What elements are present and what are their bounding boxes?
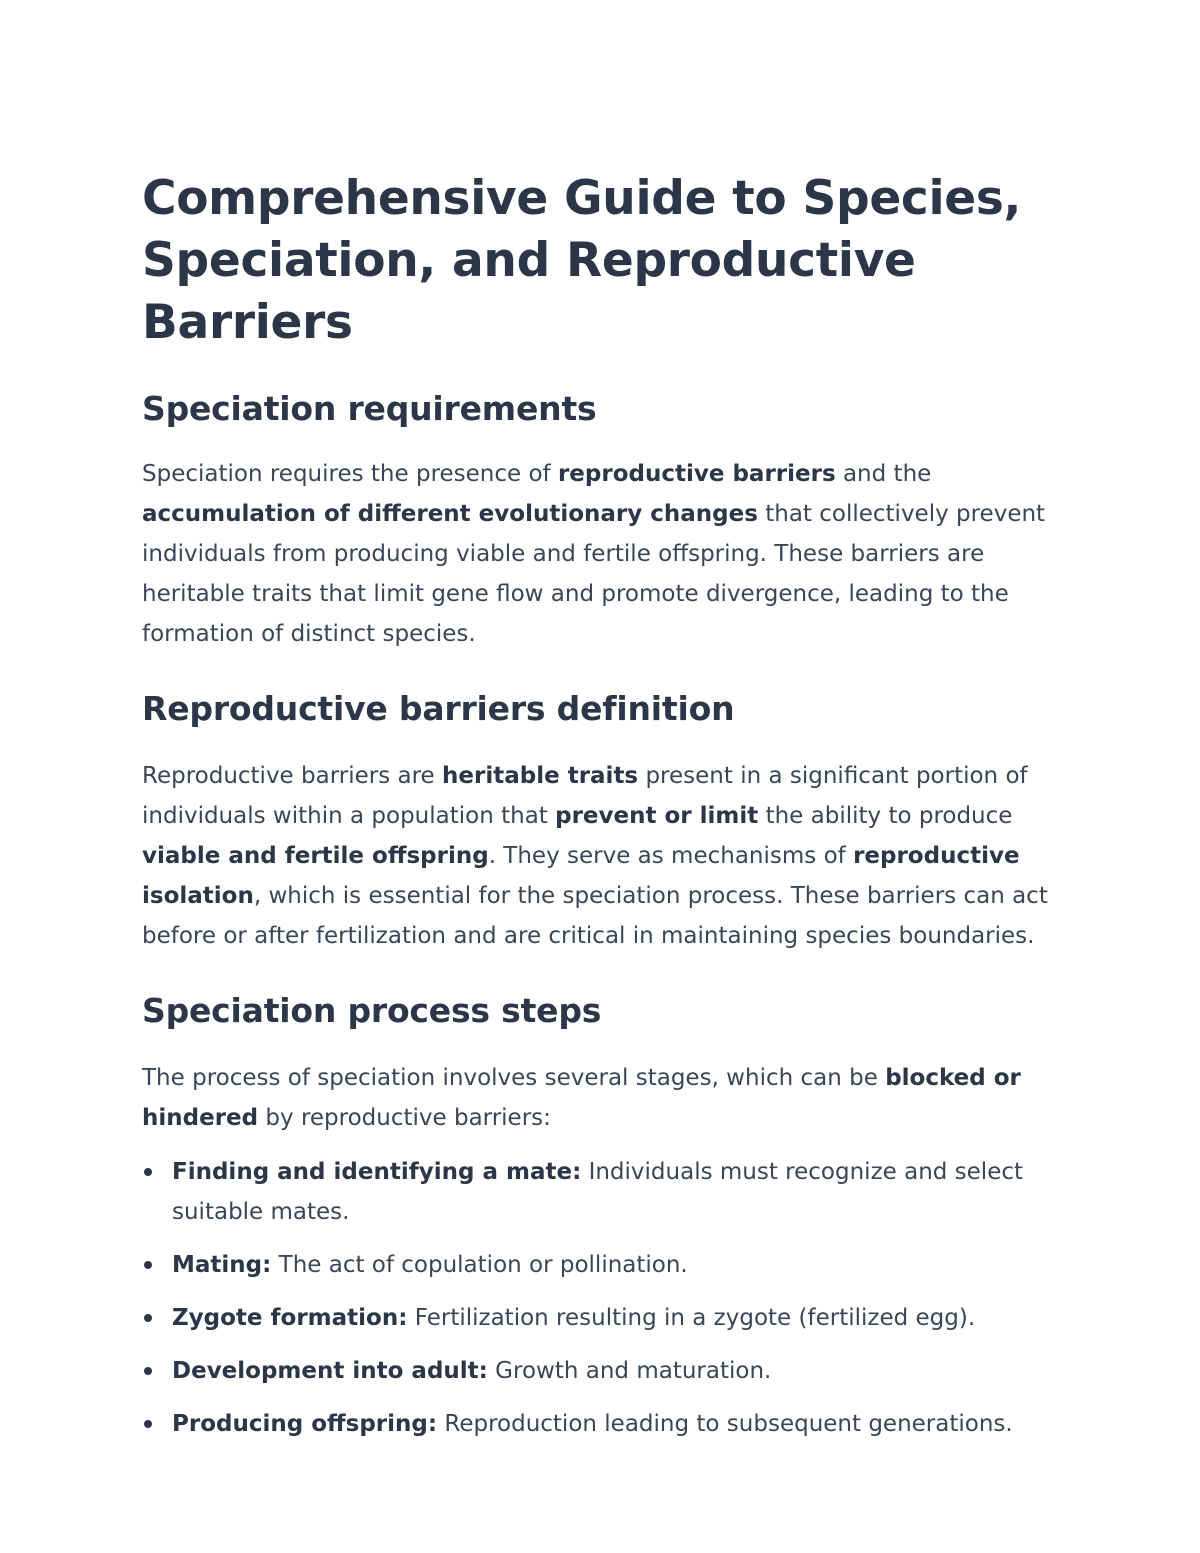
- list-item-text: Fertilization resulting in a zygote (fertilized egg).: [407, 1305, 976, 1331]
- list-item: [142, 1404, 1062, 1444]
- text-run: The process of speciation involves several stages, which can be: [142, 1065, 886, 1091]
- text-run: by reproductive barriers:: [258, 1105, 551, 1131]
- bullet-icon: [144, 1314, 152, 1322]
- text-run: present in a significant portion of individuals within a population that: [142, 763, 1028, 829]
- bold-term: accumulation of different evolutionary changes: [142, 501, 758, 527]
- bold-term: reproductive barriers: [557, 461, 836, 487]
- document-page: [142, 168, 1062, 1457]
- bold-term: prevent or limit: [555, 803, 759, 829]
- paragraph-speciation-process-steps: [142, 1058, 1062, 1138]
- text-run: and the: [835, 461, 932, 487]
- paragraph-speciation-requirements: [142, 454, 1062, 654]
- speciation-steps-list: [142, 1152, 1062, 1444]
- document-title: Comprehensive Guide to Species, Speciation, and Reproductive Barriers: [142, 171, 1022, 350]
- text-run: Reproductive barriers are: [142, 763, 443, 789]
- bullet-icon: [144, 1367, 152, 1375]
- list-item: [142, 1245, 1062, 1285]
- bold-term: viable and fertile offspring: [142, 843, 489, 869]
- bullet-icon: [144, 1420, 152, 1428]
- list-item-term: Development into adult:: [172, 1358, 488, 1384]
- list-item-term: Zygote formation:: [172, 1305, 408, 1331]
- text-run: Speciation requires the presence of: [142, 461, 558, 487]
- heading-speciation-process-steps: Speciation process steps: [142, 991, 602, 1030]
- list-item: [142, 1298, 1062, 1338]
- text-run: that collectively prevent individuals from producing viable and fertile offspring. These barriers are heritable traits that limit gene flow and promote divergence, leading to the formation of distinct species.: [142, 501, 1046, 647]
- list-item-text: Individuals must recognize and select suitable mates.: [172, 1159, 1024, 1225]
- list-item-text: Reproduction leading to subsequent generations.: [437, 1411, 1013, 1437]
- text-run: . They serve as mechanisms of: [488, 843, 854, 869]
- bullet-icon: [144, 1168, 152, 1176]
- bold-term: blocked or hindered: [142, 1065, 1021, 1131]
- heading-speciation-requirements: Speciation requirements: [142, 389, 597, 428]
- list-item-text: Growth and maturation.: [487, 1358, 772, 1384]
- list-item-term: Producing offspring:: [172, 1411, 438, 1437]
- list-item-text: The act of copulation or pollination.: [271, 1252, 688, 1278]
- list-item: [142, 1351, 1062, 1391]
- text-run: , which is essential for the speciation process. These barriers can act before or after fertilization and are critical in maintaining species boundaries.: [142, 883, 1048, 949]
- list-item-term: Mating:: [172, 1252, 272, 1278]
- bold-term: reproductive isolation: [142, 843, 1020, 909]
- bold-term: heritable traits: [442, 763, 639, 789]
- bullet-icon: [144, 1261, 152, 1269]
- list-item: [142, 1152, 1062, 1232]
- list-item-term: Finding and identifying a mate:: [172, 1159, 582, 1185]
- text-run: the ability to produce: [758, 803, 1013, 829]
- heading-reproductive-barriers-definition: Reproductive barriers definition: [142, 689, 735, 728]
- paragraph-reproductive-barriers-definition: [142, 756, 1062, 956]
